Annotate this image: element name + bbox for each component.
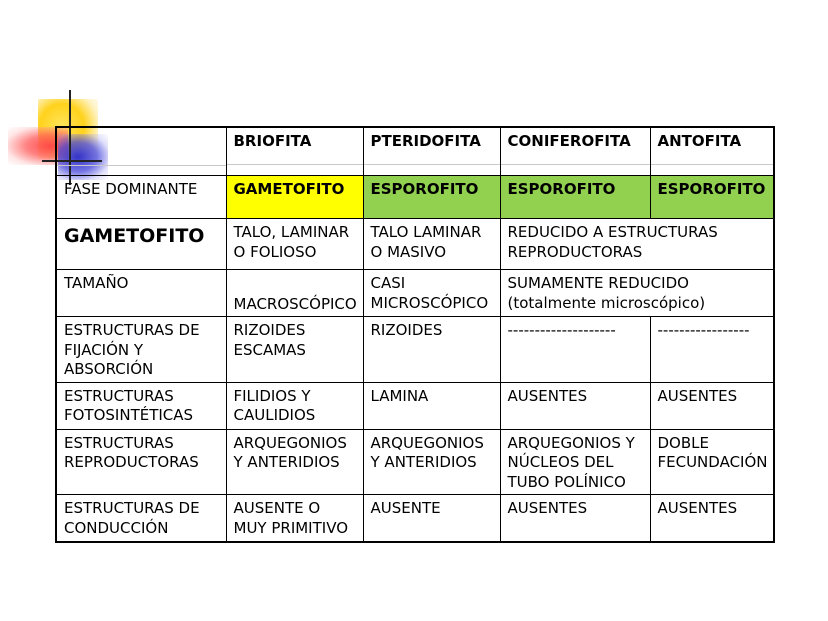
table-row-conduccion	[56, 495, 774, 543]
cell-antofita: DOBLE FECUNDACIÓN	[650, 429, 774, 495]
cell-pteridofita: AUSENTE	[363, 495, 500, 543]
table-row-fijacion	[56, 317, 774, 383]
cell-coniferofita: ARQUEGONIOS Y NÚCLEOS DEL TUBO POLÍNICO	[500, 429, 650, 495]
cell-pteridofita: ESPOROFITO	[363, 176, 500, 219]
table-row-fotosinteticas	[56, 382, 774, 429]
cell-antofita: ESPOROFITO	[650, 176, 774, 219]
cell-coniferofita: --------------------	[500, 317, 650, 383]
cell-pteridofita: LAMINA	[363, 382, 500, 429]
header-cell-pteridofita: PTERIDOFITA	[363, 127, 500, 176]
cell-coniferofita: ESPOROFITO	[500, 176, 650, 219]
cell-briofita: ARQUEGONIOS Y ANTERIDIOS	[226, 429, 363, 495]
header-cell-briofita: BRIOFITA	[226, 127, 363, 176]
cell-line: (totalmente microscópico)	[507, 293, 706, 312]
cell-coniferofita: AUSENTES	[500, 495, 650, 543]
cell-antofita: -----------------	[650, 317, 774, 383]
table-row-reproductoras	[56, 429, 774, 495]
row-label: ESTRUCTURAS DE CONDUCCIÓN	[56, 495, 226, 543]
cell-semillas-merged: REDUCIDO A ESTRUCTURAS REPRODUCTORAS	[500, 219, 774, 270]
cell-briofita: AUSENTE O MUY PRIMITIVO	[226, 495, 363, 543]
header-cell-coniferofita: CONIFEROFITA	[500, 127, 650, 176]
cell-briofita: RIZOIDES ESCAMAS	[226, 317, 363, 383]
row-label: ESTRUCTURAS REPRODUCTORAS	[56, 429, 226, 495]
cell-pteridofita: RIZOIDES	[363, 317, 500, 383]
cell-pteridofita: ARQUEGONIOS Y ANTERIDIOS	[363, 429, 500, 495]
cell-pteridofita: CASI MICROSCÓPICO	[363, 270, 500, 317]
row-label: ESTRUCTURAS DE FIJACIÓN Y ABSORCIÓN	[56, 317, 226, 383]
table-row-fase-dominante	[56, 176, 774, 219]
row-label: GAMETOFITO	[56, 219, 226, 270]
row-label: TAMAÑO	[56, 270, 226, 317]
comparison-table	[55, 126, 775, 543]
cell-line: SUMAMENTE REDUCIDO	[507, 274, 689, 292]
row-label: ESTRUCTURAS FOTOSINTÉTICAS	[56, 382, 226, 429]
table-header-row	[56, 127, 774, 176]
cell-coniferofita: AUSENTES	[500, 382, 650, 429]
cell-semillas-merged	[500, 270, 774, 317]
row-label: FASE DOMINANTE	[56, 176, 226, 219]
cell-briofita: MACROSCÓPICO	[226, 270, 363, 317]
table-row-gametofito	[56, 219, 774, 270]
cell-antofita: AUSENTES	[650, 495, 774, 543]
cell-briofita: GAMETOFITO	[226, 176, 363, 219]
cell-pteridofita: TALO LAMINAR O MASIVO	[363, 219, 500, 270]
cell-antofita: AUSENTES	[650, 382, 774, 429]
header-cell-empty	[56, 127, 226, 176]
cell-briofita: TALO, LAMINAR O FOLIOSO	[226, 219, 363, 270]
table-row-tamano	[56, 270, 774, 317]
header-cell-antofita: ANTOFITA	[650, 127, 774, 176]
cell-briofita: FILIDIOS Y CAULIDIOS	[226, 382, 363, 429]
